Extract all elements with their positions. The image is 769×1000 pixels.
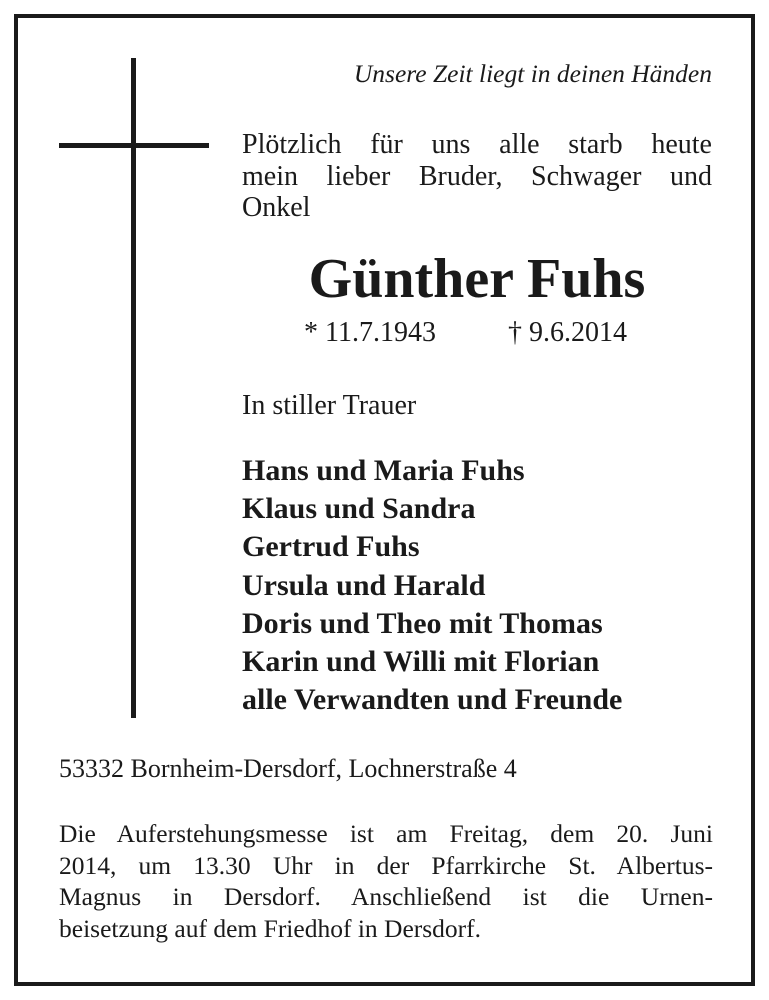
cross-vertical-bar — [131, 58, 136, 718]
intro-line: Onkel — [242, 192, 311, 223]
mourner-entry: Klaus und Sandra — [242, 492, 476, 526]
intro-line: Plötzlich für uns alle starb heute — [242, 129, 712, 160]
funeral-notice — [59, 818, 713, 944]
intro-text — [242, 129, 712, 224]
death-date: † 9.6.2014 — [508, 317, 627, 348]
mourner-entry: Gertrud Fuhs — [242, 530, 420, 564]
motto: Unsere Zeit liegt in deinen Händen — [353, 59, 712, 88]
notice-line: beisetzung auf dem Friedhof in Dersdorf. — [59, 913, 482, 943]
mourner-entry: Hans und Maria Fuhs — [242, 454, 525, 487]
mourners-list — [242, 452, 622, 719]
mourning-phrase: In stiller Trauer — [242, 390, 417, 421]
mourner-entry: Doris und Theo mit Thomas — [242, 606, 603, 640]
notice-line: 2014, um 13.30 Uhr in der Pfarrkirche St. Albertus- — [59, 850, 713, 880]
cross-horizontal-bar — [59, 143, 209, 148]
notice-line: Die Auferstehungsmesse ist am Freitag, dem 20. Juni — [59, 819, 713, 848]
address: 53332 Bornheim-Dersdorf, Lochnerstraße 4 — [59, 754, 517, 783]
mourner-entry: Karin und Willi mit Florian — [242, 645, 600, 679]
deceased-name: Günther Fuhs — [308, 248, 646, 310]
notice-line: Magnus in Dersdorf. Anschließend ist die Urnen- — [59, 882, 713, 911]
mourner-entry: Ursula und Harald — [242, 568, 486, 602]
intro-line: mein lieber Bruder, Schwager und — [242, 160, 712, 192]
mourner-entry: alle Verwandten und Freunde — [242, 683, 623, 717]
birth-date: * 11.7.1943 — [304, 317, 436, 348]
